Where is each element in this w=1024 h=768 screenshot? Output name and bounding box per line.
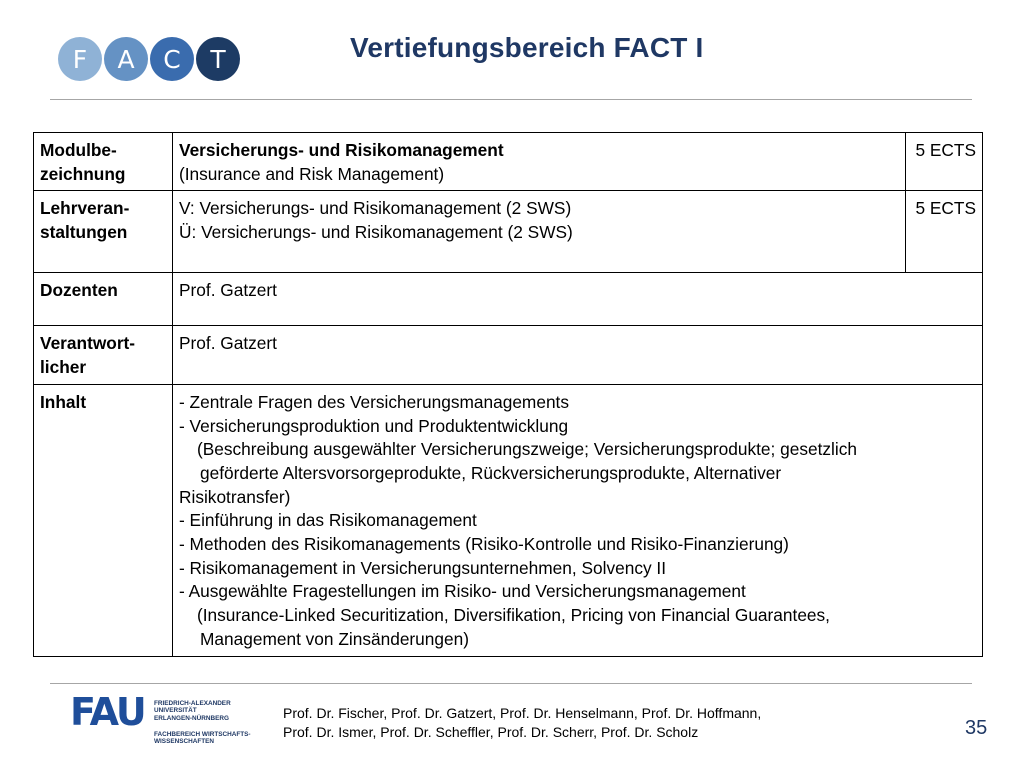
row-content	[173, 273, 983, 326]
label-line: Verantwort-	[40, 333, 136, 354]
professors-line: Prof. Dr. Fischer, Prof. Dr. Gatzert, Prof. Dr. Henselmann, Prof. Dr. Hoffmann,	[283, 705, 762, 721]
table-row-inhalt	[34, 384, 983, 656]
row-label	[34, 326, 173, 384]
logo-letter-t: T	[196, 37, 240, 81]
row-label	[34, 384, 173, 656]
label-line: Modulbe-	[40, 140, 117, 160]
lecturer-name: Prof. Gatzert	[179, 280, 277, 301]
header-divider	[50, 99, 972, 100]
course-line: V: Versicherungs- und Risikomanagement (2 SWS)	[179, 198, 572, 219]
fau-faculty-line: WISSENSCHAFTEN	[154, 738, 215, 746]
label-line: licher	[40, 357, 87, 378]
table-row-modulbezeichnung	[34, 133, 983, 191]
label-line: staltungen	[40, 222, 128, 243]
professors-list	[283, 704, 761, 742]
page-number: 35	[965, 717, 988, 739]
row-label	[34, 273, 173, 326]
fau-faculty-name	[154, 731, 251, 746]
module-name-en: (Insurance and Risk Management)	[179, 163, 445, 184]
row-content	[173, 133, 906, 191]
content-line: - Einführung in das Risikomanagement	[179, 510, 477, 531]
fau-name-line: UNIVERSITÄT	[154, 707, 197, 715]
logo-letter-a: A	[104, 37, 148, 81]
ects-cell: 5 ECTS	[906, 133, 983, 191]
table-row-verantwortlicher	[34, 326, 983, 384]
professors-line: Prof. Dr. Ismer, Prof. Dr. Scheffler, Prof. Dr. Scherr, Prof. Dr. Scholz	[283, 724, 699, 740]
fau-logo	[70, 690, 270, 748]
fau-faculty-line: FACHBEREICH WIRTSCHAFTS-	[154, 731, 251, 738]
content-line: (Insurance-Linked Securitization, Diversifikation, Pricing von Financial Guarantees,	[197, 605, 830, 626]
fau-name-line: FRIEDRICH-ALEXANDER	[154, 700, 231, 707]
content-line: Management von Zinsänderungen)	[200, 628, 469, 649]
fau-university-name	[154, 700, 231, 722]
row-content	[173, 326, 983, 384]
logo-letter-f: F	[58, 37, 102, 81]
content-line: geförderte Altersvorsorgeprodukte, Rückversicherungsprodukte, Alternativer	[200, 462, 782, 483]
fact-logo	[58, 37, 248, 81]
module-name-de: Versicherungs- und Risikomanagement	[179, 140, 504, 160]
label-line: Lehrveran-	[40, 198, 130, 219]
responsible-name: Prof. Gatzert	[179, 333, 277, 354]
fau-name-line: ERLANGEN-NÜRNBERG	[154, 714, 229, 722]
ects-cell: 5 ECTS	[906, 191, 983, 273]
table-row-dozenten	[34, 273, 983, 326]
label-line: zeichnung	[40, 163, 126, 184]
row-content	[173, 384, 983, 656]
row-label	[34, 133, 173, 191]
row-label	[34, 191, 173, 273]
label-line: Inhalt	[40, 391, 87, 412]
content-line: Risikotransfer)	[179, 486, 291, 507]
content-line: - Versicherungsproduktion und Produktentwicklung	[179, 415, 569, 436]
content-line: - Methoden des Risikomanagements (Risiko-Kontrolle und Risiko-Finanzierung)	[179, 534, 789, 555]
content-line: (Beschreibung ausgewählter Versicherungszweige; Versicherungsprodukte; gesetzlich	[197, 439, 857, 460]
course-line: Ü: Versicherungs- und Risikomanagement (2 SWS)	[179, 222, 573, 243]
content-line: - Risikomanagement in Versicherungsunternehmen, Solvency II	[179, 557, 667, 578]
label-line: Dozenten	[40, 280, 118, 301]
row-content	[173, 191, 906, 273]
module-table	[33, 132, 983, 657]
logo-letter-c: C	[150, 37, 194, 81]
content-line: - Ausgewählte Fragestellungen im Risiko- und Versicherungsmanagement	[179, 581, 746, 602]
fau-wordmark: FAU	[70, 690, 145, 734]
content-line: - Zentrale Fragen des Versicherungsmanagements	[179, 391, 569, 412]
table-row-lehrveranstaltungen	[34, 191, 983, 273]
footer-divider	[50, 683, 972, 684]
page-title: Vertiefungsbereich FACT I	[350, 32, 704, 63]
